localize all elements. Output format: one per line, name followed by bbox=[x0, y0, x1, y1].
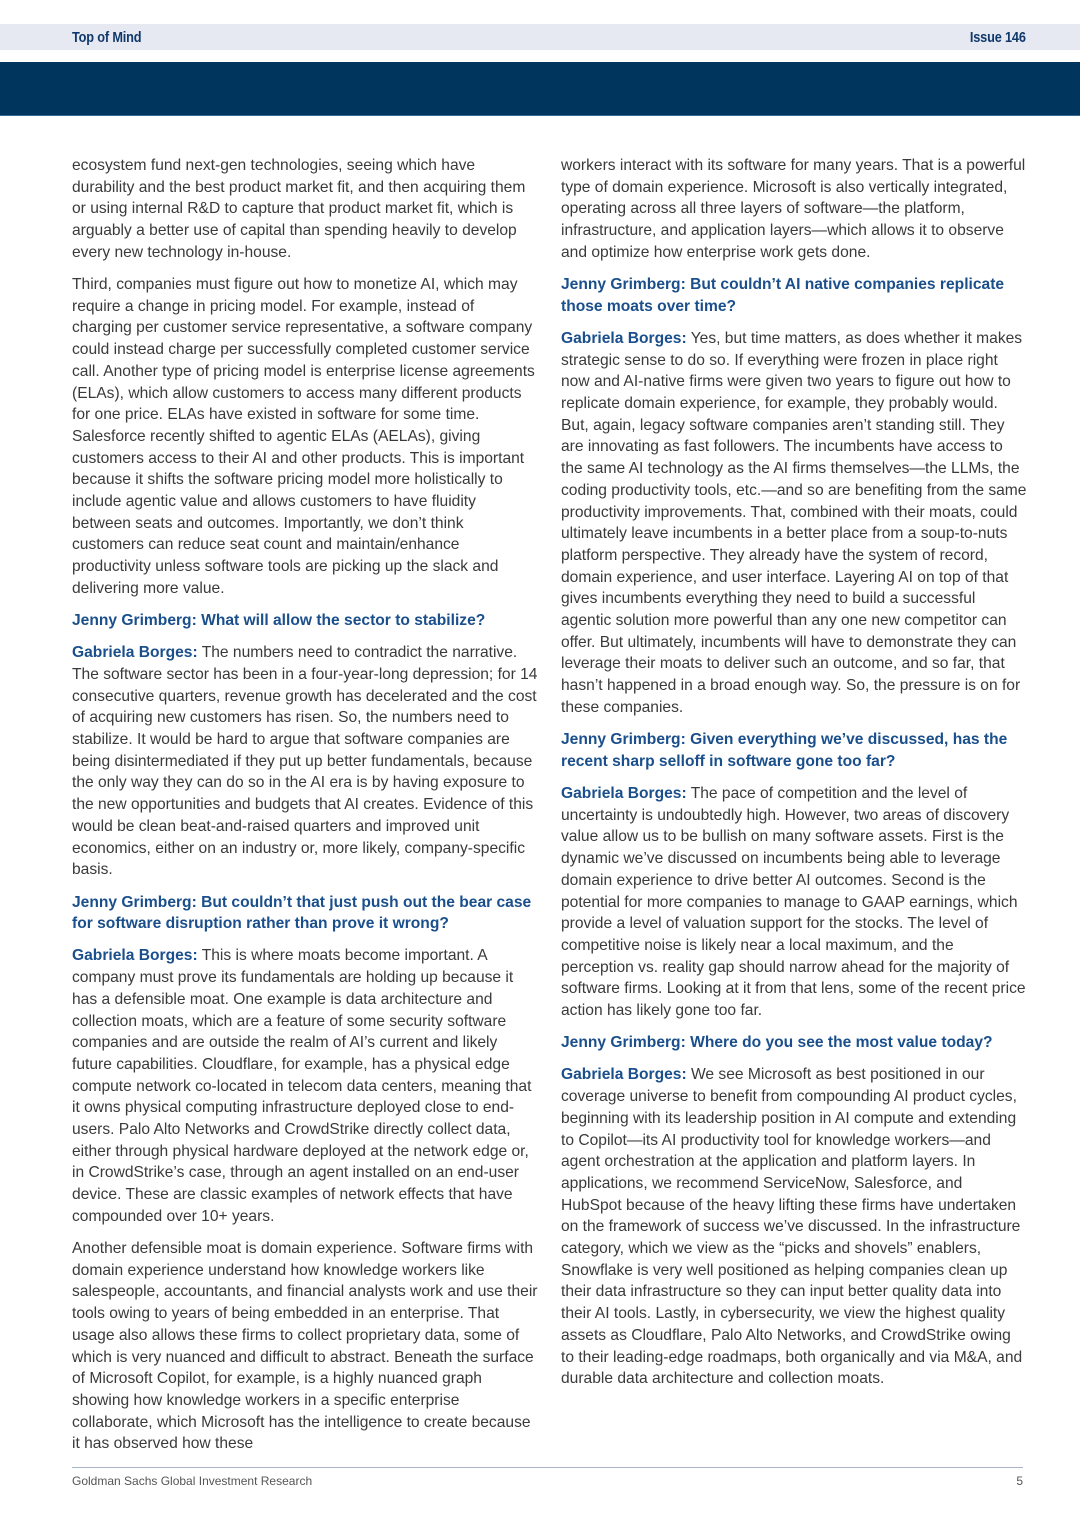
speaker-name: Gabriela Borges: bbox=[561, 329, 687, 347]
interview-answer bbox=[561, 1064, 1027, 1390]
interview-question: Jenny Grimberg: But couldn’t that just push out the bear case for software disruption rather than prove it wrong? bbox=[72, 893, 532, 933]
page-number: 5 bbox=[1016, 1474, 1023, 1488]
interview-answer bbox=[561, 328, 1027, 719]
body-paragraph: ecosystem fund next-gen technologies, seeing which have durability and the best product market fit, and then acquiring them or using internal R&D to capture that product market fit, which is arguably a better use of capital than spending heavily to develop every new technology in-house. bbox=[72, 157, 526, 261]
answer-text: We see Microsoft as best positioned in our coverage universe to benefit from compounding AI product cycles, beginning with its leadership position in AI compute and extending to Copilot—its AI productivity tool for knowledge workers—and agent orchestration at the application and platform layers. In applications, we recommend ServiceNow, Salesforce, and HubSpot because of the heavy lifting these firms have undertaken on the framework of success we’ve discussed. In the infrastructure category, which we view as the “picks and shovels” enablers, Snowflake is very well positioned as helping companies clean up their data infrastructure so they can input better quality data into their AI tools. Lastly, in cybersecurity, we view the highest quality assets as Cloudflare, Palo Alto Networks, and CrowdStrike owing to their leading-edge roadmaps, both organically and via M&A, and durable data architecture and collection moats. bbox=[561, 1066, 1023, 1388]
speaker-name: Gabriela Borges: bbox=[561, 1066, 687, 1084]
running-header bbox=[0, 24, 1080, 50]
answer-text: The pace of competition and the level of uncertainty is undoubtedly high. However, two areas of discovery value allow us to be bullish on many software assets. First is the dynamic we’ve discussed on incumbents being able to leverage domain experience to drive better AI outcomes. Second is the potential for more companies to manage to GAAP earnings, which provide a level of valuation support for the stocks. The level of competitive noise is likely near a local maximum, and the perception vs. reality gap should narrow ahead for the majority of software firms. Looking at it from that lens, some of the recent price action has likely gone too far. bbox=[561, 784, 1026, 1020]
speaker-name: Gabriela Borges: bbox=[72, 947, 198, 965]
answer-text: Yes, but time matters, as does whether it makes strategic sense to do so. If everything were frozen in place right now and AI-native firms were given two years to figure out how to replicate domain experience, for example, they probably would. But, again, legacy software companies aren’t standing still. They are innovating as fast followers. The incumbents have access to the same AI technology as the AI firms themselves—the LLMs, the coding productivity tools, etc.—and so are benefiting from the same productivity improvements. That, combined with their moats, could ultimately leave incumbents in a better place from a soup-to-nuts platform perspective. They already have the system of record, domain experience, and user interface. Layering AI on top of that gives incumbents everything they need to build a successful agentic solution more powerful than any one new competitor can offer. But ultimately, incumbents will have to demonstrate they can leverage their moats to deliver such an outcome, and so far, that hasn’t happened in a broad enough way. So, the pressure is on for these companies. bbox=[561, 329, 1027, 716]
interview-answer bbox=[72, 945, 538, 1227]
interview-answer bbox=[561, 783, 1027, 1022]
issue-number: Issue 146 bbox=[970, 29, 1026, 46]
interview-question: Jenny Grimberg: Where do you see the most value today? bbox=[561, 1034, 993, 1052]
header-band bbox=[0, 62, 1080, 116]
body-paragraph: Another defensible moat is domain experience. Software firms with domain experience understand how knowledge workers like salespeople, accountants, and financial analysts work and use their tools owing to years of being embedded in an enterprise. That usage also allows these firms to collect proprietary data, some of which is very nuanced and difficult to abstract. Beneath the surface of Microsoft Copilot, for example, is a highly nuanced graph showing how knowledge workers in a specific enterprise collaborate, which Microsoft has the intelligence to create because it has observed how these bbox=[72, 1240, 538, 1453]
interview-question: Jenny Grimberg: What will allow the sector to stabilize? bbox=[72, 612, 486, 630]
footer-divider bbox=[72, 1467, 1023, 1468]
publication-title: Top of Mind bbox=[72, 29, 142, 46]
interview-answer bbox=[72, 642, 538, 881]
right-column bbox=[561, 155, 1027, 1400]
answer-text: The numbers need to contradict the narrative. The software sector has been in a four-year-long depression; for 14 consecutive quarters, revenue growth has decelerated and the cost of acquiring new customers has risen. So, the numbers need to stabilize. It would be hard to argue that software companies are being disintermediated if they put up better fundamentals, because the only way they can do so in the AI era is by having exposure to the new opportunities and budgets that AI creates. Evidence of this would be clean beat-and-raised quarters and improved unit economics, either on an industry or, more likely, company-specific basis. bbox=[72, 644, 538, 879]
speaker-name: Gabriela Borges: bbox=[72, 644, 198, 662]
body-paragraph: workers interact with its software for many years. That is a powerful type of domain experience. Microsoft is also vertically integrated, operating across all three layers of software—the platform, infrastructure, and application layers—which allows it to observe and optimize how enterprise work gets done. bbox=[561, 157, 1026, 261]
footer-source: Goldman Sachs Global Investment Research bbox=[72, 1474, 313, 1488]
body-paragraph: Third, companies must figure out how to monetize AI, which may require a change in pricing model. For example, instead of charging per customer service representative, a software company could instead charge per successfully completed customer service call. Another type of pricing model is enterprise license agreements (ELAs), which allow customers to access many different products for one price. ELAs have existed in software for some time. Salesforce recently shifted to agentic ELAs (AELAs), giving customers access to their AI and other products. This is important because it shifts the software pricing model more holistically to include agentic value and allows customers to have fluidity between seats and outcomes. Importantly, we don’t think customers can reduce seat count and maintain/enhance productivity unless software tools are picking up the slack and delivering more value. bbox=[72, 276, 535, 597]
interview-question: Jenny Grimberg: Given everything we’ve discussed, has the recent sharp selloff in software gone too far? bbox=[561, 731, 1008, 770]
interview-question: Jenny Grimberg: But couldn’t AI native companies replicate those moats over time? bbox=[561, 276, 1005, 315]
answer-text: This is where moats become important. A company must prove its fundamentals are holding up because it has a defensible moat. One example is data architecture and collection moats, which are a feature of some security software companies and are outside the realm of AI’s current and likely future capabilities. Cloudflare, for example, has a physical edge compute network co-located in telecom data centers, meaning that it owns physical computing infrastructure deployed close to end-users. Palo Alto Networks and CrowdStrike directly collect data, either through physical hardware deployed at the network edge or, in CrowdStrike’s case, through an agent installed on an end-user device. These are classic examples of network effects that have compounded over 10+ years. bbox=[72, 947, 532, 1225]
left-column bbox=[72, 155, 538, 1466]
speaker-name: Gabriela Borges: bbox=[561, 784, 687, 802]
